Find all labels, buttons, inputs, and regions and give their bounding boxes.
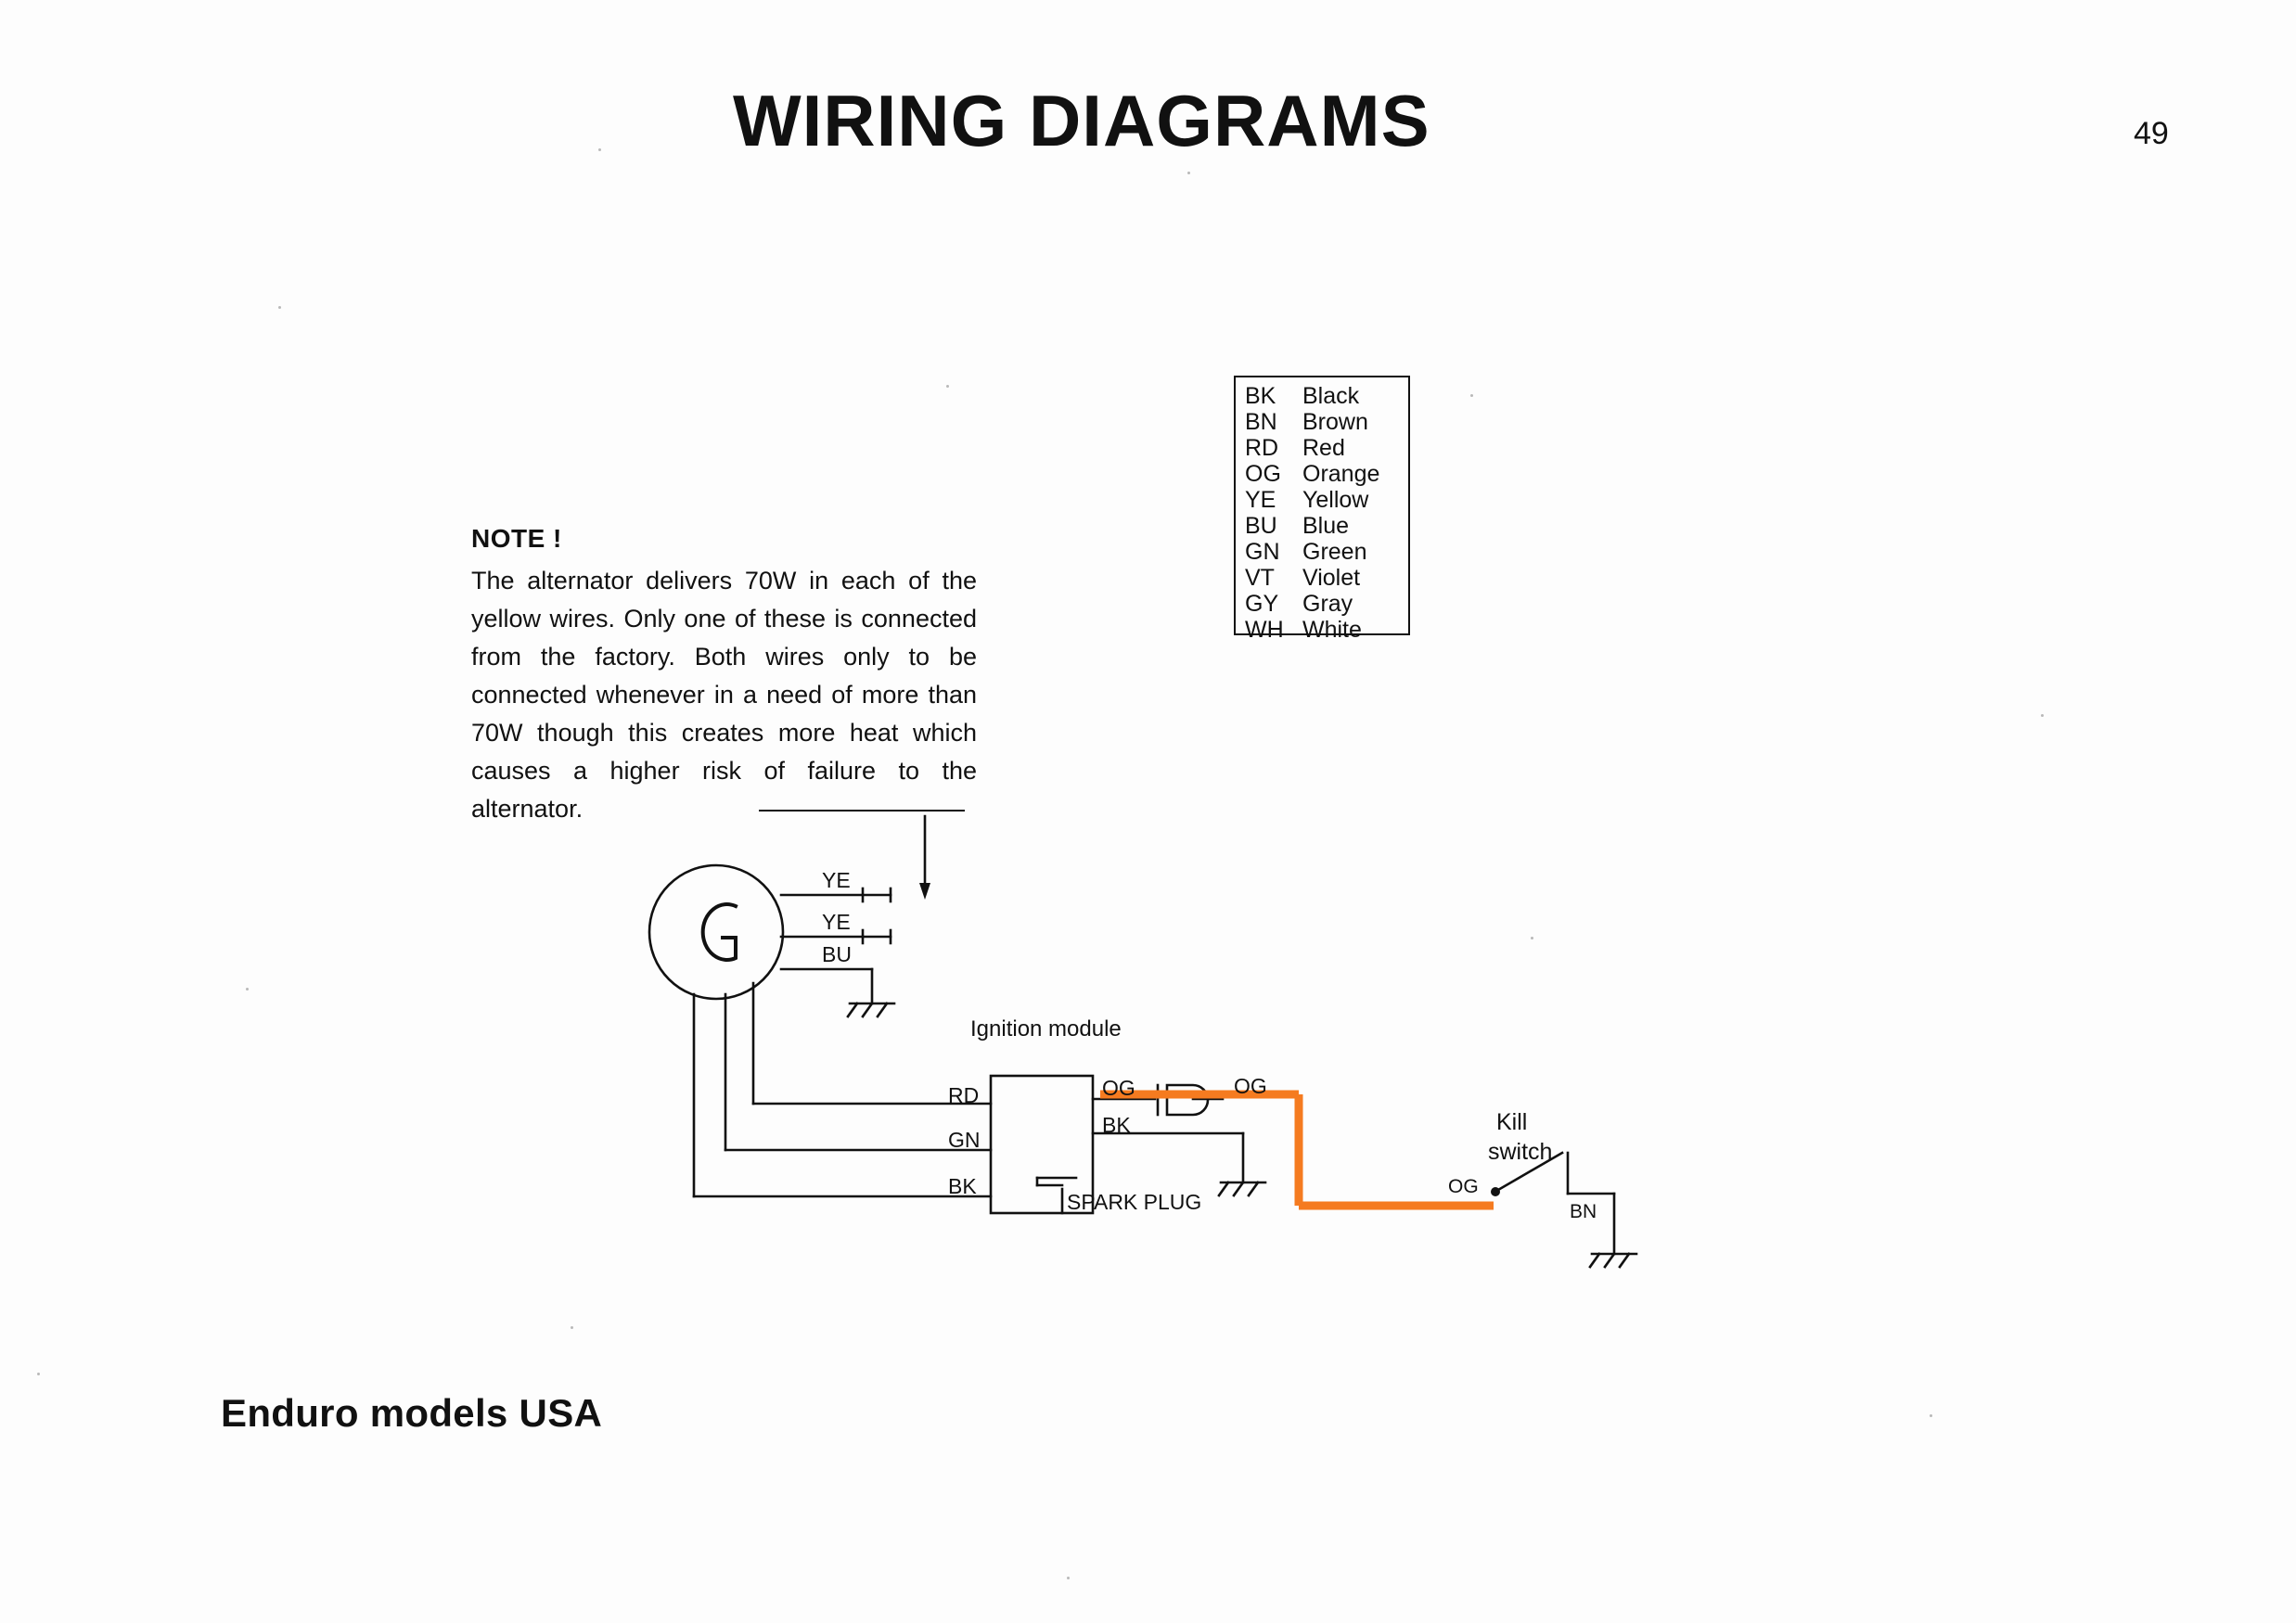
- ground-3-h2: [1605, 1254, 1614, 1267]
- ground-3-h3: [1620, 1254, 1629, 1267]
- label-kill-switch-line1: Kill: [1496, 1109, 1528, 1135]
- scan-speck: [2041, 714, 2044, 717]
- scan-speck: [1470, 394, 1473, 397]
- note-heading: NOTE !: [471, 524, 562, 553]
- note-body: The alternator delivers 70W in each of the yellow wires. Only one of these is connected from the factory. Both wires only to be connected whenever in a need of more than 70W though this creates more heat which causes a higher risk of failure to the alternator.: [471, 567, 977, 823]
- scan-speck: [571, 1326, 573, 1329]
- scan-speck: [37, 1373, 40, 1375]
- legend-name: Yellow: [1302, 487, 1369, 513]
- scan-speck: [1531, 937, 1533, 939]
- scan-speck: [278, 306, 281, 309]
- ground-1-h1: [848, 1003, 857, 1016]
- label-kill-switch-out: BN: [1570, 1201, 1597, 1222]
- label-kill-switch-line2: switch: [1488, 1139, 1553, 1165]
- scan-speck: [1930, 1414, 1932, 1417]
- label-ignition-module: Ignition module: [970, 1016, 1122, 1042]
- label-alternator-wire-1: YE: [822, 868, 851, 892]
- ground-1-h3: [878, 1003, 887, 1016]
- legend-abbr: BK: [1245, 383, 1276, 409]
- scan-speck: [1187, 172, 1190, 174]
- page-number: 49: [2134, 116, 2169, 151]
- og-highlight-route: [1100, 1094, 1494, 1206]
- label-og-connector: OG: [1234, 1074, 1267, 1098]
- scan-speck: [598, 148, 601, 151]
- legend-abbr: VT: [1245, 565, 1275, 591]
- footer-caption: Enduro models USA: [221, 1391, 603, 1435]
- legend-name: Brown: [1302, 409, 1368, 435]
- label-module-output-og: OG: [1102, 1076, 1135, 1100]
- ground-3-h1: [1590, 1254, 1599, 1267]
- legend-abbr: YE: [1245, 487, 1276, 513]
- ground-1-h2: [863, 1003, 872, 1016]
- label-module-input-gn: GN: [948, 1128, 981, 1152]
- legend-name: Blue: [1302, 513, 1350, 539]
- label-kill-switch-in: OG: [1448, 1176, 1479, 1197]
- generator-circle: [649, 865, 783, 999]
- legend-abbr: RD: [1245, 435, 1279, 461]
- legend-name: Black: [1302, 383, 1360, 409]
- legend-name: Orange: [1302, 461, 1380, 487]
- label-alternator-wire-2: YE: [822, 910, 851, 934]
- generator-letter: [703, 904, 736, 960]
- legend-abbr: OG: [1245, 461, 1281, 487]
- label-module-input-bk: BK: [948, 1174, 977, 1198]
- legend-name: Green: [1302, 539, 1367, 565]
- scan-speck: [1067, 1577, 1070, 1579]
- scan-speck: [246, 988, 249, 990]
- label-spark-plug: SPARK PLUG: [1067, 1190, 1202, 1214]
- ground-2-h3: [1249, 1182, 1258, 1195]
- ground-2-h1: [1219, 1182, 1228, 1195]
- legend-name: Gray: [1302, 591, 1353, 617]
- legend-abbr: BU: [1245, 513, 1277, 539]
- page-title: WIRING DIAGRAMS: [733, 80, 1430, 161]
- legend-abbr: BN: [1245, 409, 1277, 435]
- label-alternator-wire-3: BU: [822, 942, 852, 966]
- ground-2-h2: [1234, 1182, 1243, 1195]
- label-module-output-bk: BK: [1102, 1113, 1131, 1137]
- legend-abbr: WH: [1245, 617, 1284, 643]
- legend-name: Violet: [1302, 565, 1361, 591]
- legend-name: Red: [1302, 435, 1345, 461]
- scan-speck: [946, 385, 949, 388]
- legend-abbr: GN: [1245, 539, 1280, 565]
- legend-abbr: GY: [1245, 591, 1279, 617]
- label-module-input-rd: RD: [948, 1083, 980, 1107]
- legend-name: White: [1302, 617, 1362, 643]
- note-arrow-head: [919, 883, 930, 900]
